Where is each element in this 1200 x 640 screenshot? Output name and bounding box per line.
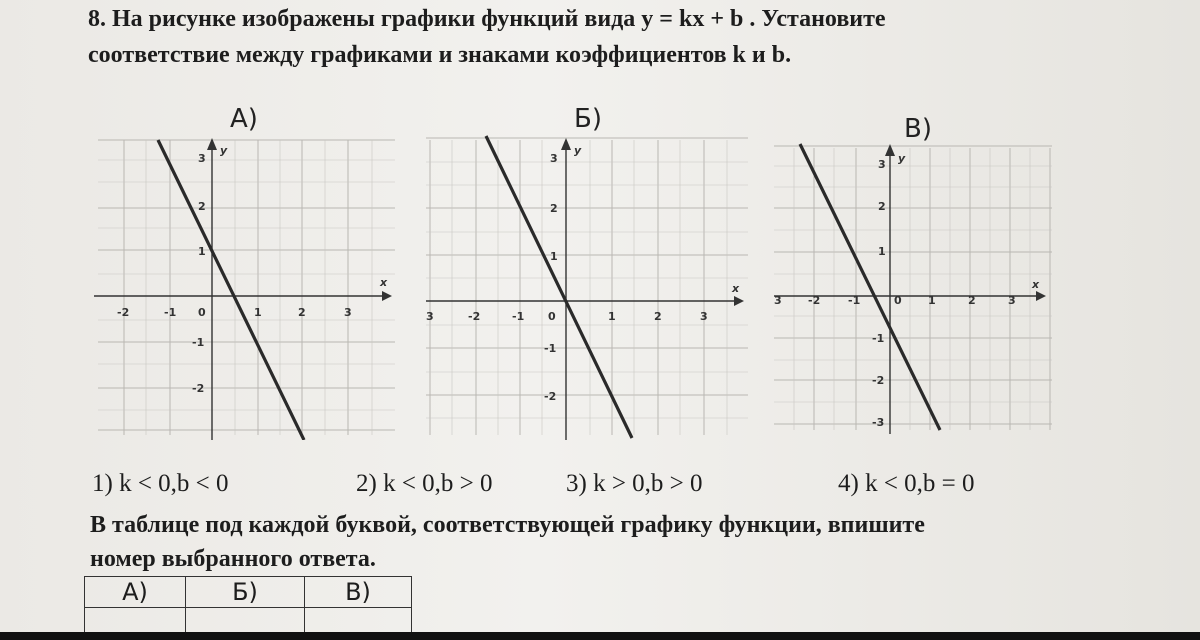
graph-c-x-tick: 3 xyxy=(774,294,782,307)
graph-a-plot xyxy=(90,110,400,440)
graph-c-y-axis-label: y xyxy=(898,152,906,165)
bottom-edge xyxy=(0,632,1200,640)
graph-b-x-tick: -2 xyxy=(468,310,481,323)
graph-a-label: А) xyxy=(230,104,258,134)
graph-b-y-tick: -1 xyxy=(544,342,557,355)
graph-c-x-tick: -2 xyxy=(808,294,821,307)
graph-c-x-tick: 2 xyxy=(968,294,976,307)
graph-c-x-tick: 3 xyxy=(1008,294,1016,307)
graph-a-x-tick: -2 xyxy=(117,306,130,319)
graph-c-y-tick: 2 xyxy=(878,200,886,213)
graph-c-y-tick: -3 xyxy=(872,416,885,429)
graph-b-x-tick: 0 xyxy=(548,310,556,323)
graph-b-y-tick: 1 xyxy=(550,250,558,263)
graph-c-label: В) xyxy=(904,114,932,144)
graph-b-x-tick: 2 xyxy=(654,310,662,323)
graph-c-x-tick: 1 xyxy=(928,294,936,307)
table-header-b: Б) xyxy=(186,577,305,608)
graph-a-y-tick: 3 xyxy=(198,152,206,165)
graph-a-line xyxy=(158,140,304,440)
graph-c-x-tick: 0 xyxy=(894,294,902,307)
graph-c-plot xyxy=(770,112,1056,438)
graph-b-x-tick: -1 xyxy=(512,310,525,323)
option-1: 1) k < 0,b < 0 xyxy=(92,470,229,497)
graph-b-plot xyxy=(422,110,752,440)
instruction-line-2: номер выбранного ответа. xyxy=(90,546,376,572)
problem-statement: На рисунке изображены графики функций вида y = kx + b . Установите xyxy=(112,6,886,32)
problem-text-line-2: соответствие между графиками и знаками коэффициентов k и b. xyxy=(88,42,792,68)
graph-a-x-tick: -1 xyxy=(164,306,177,319)
graph-a-y-tick: 1 xyxy=(198,245,206,258)
graph-b-y-tick: -2 xyxy=(544,390,557,403)
table-header-a: А) xyxy=(85,577,186,608)
graph-a-x-tick: 0 xyxy=(198,306,206,319)
answer-options xyxy=(0,470,1200,504)
graph-b-y-axis-label: y xyxy=(574,144,582,157)
graph-b xyxy=(422,104,752,440)
graph-c-y-tick: 1 xyxy=(878,245,886,258)
graph-a-y-tick: -1 xyxy=(192,336,205,349)
graph-a-x-tick: 2 xyxy=(298,306,306,319)
option-4: 4) k < 0,b = 0 xyxy=(838,470,975,497)
problem-text-line-1 xyxy=(88,6,886,33)
graph-b-label: Б) xyxy=(574,104,602,134)
table-header-c: В) xyxy=(305,577,412,608)
problem-number: 8. xyxy=(88,6,106,32)
graph-a-x-axis-label: x xyxy=(380,276,388,289)
answer-table xyxy=(84,576,412,639)
option-3: 3) k > 0,b > 0 xyxy=(566,470,703,497)
graph-b-x-axis-label: x xyxy=(732,282,740,295)
instruction-line-1: В таблице под каждой буквой, соответствующей графику функции, впишите xyxy=(90,512,925,538)
graph-b-x-tick: 3 xyxy=(700,310,708,323)
graph-b-x-tick: 1 xyxy=(608,310,616,323)
graph-c-x-tick: -1 xyxy=(848,294,861,307)
graph-a-x-tick: 3 xyxy=(344,306,352,319)
graph-c-y-tick: -2 xyxy=(872,374,885,387)
graph-b-y-tick: 2 xyxy=(550,202,558,215)
graph-b-y-tick: 3 xyxy=(550,152,558,165)
graph-a-x-tick: 1 xyxy=(254,306,262,319)
option-2: 2) k < 0,b > 0 xyxy=(356,470,493,497)
graph-c-x-axis-label: x xyxy=(1032,278,1040,291)
graph-a-y-axis-label: y xyxy=(220,144,228,157)
graph-c-y-tick: 3 xyxy=(878,158,886,171)
graph-a xyxy=(90,104,400,440)
graph-c-y-tick: -1 xyxy=(872,332,885,345)
answer-table-header-row xyxy=(85,577,412,608)
graph-b-x-tick: 3 xyxy=(426,310,434,323)
graph-a-y-tick: 2 xyxy=(198,200,206,213)
graph-c xyxy=(770,112,1056,438)
graph-a-y-tick: -2 xyxy=(192,382,205,395)
graph-b-line xyxy=(486,136,632,438)
